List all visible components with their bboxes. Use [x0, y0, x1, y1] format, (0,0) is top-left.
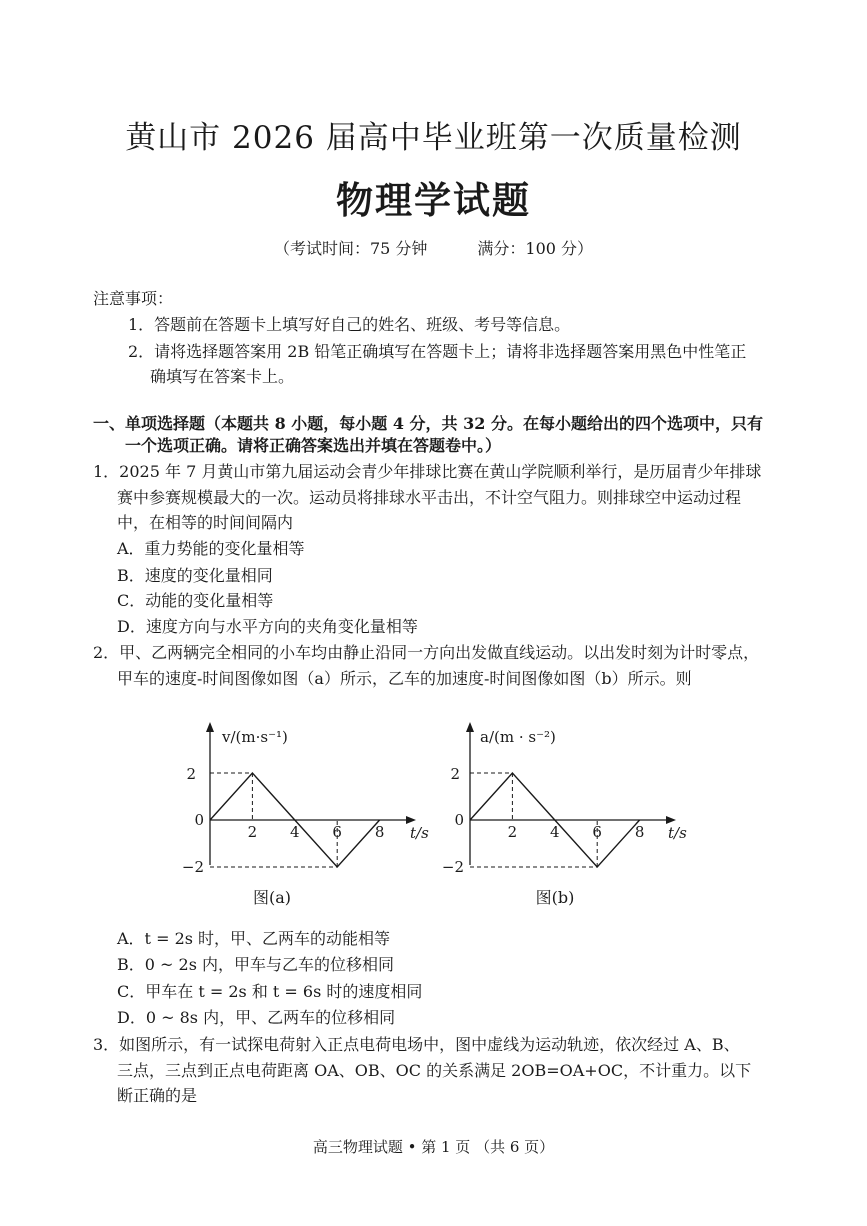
- q2-option-a: A．t = 2s 时，甲、乙两车的动能相等: [117, 929, 391, 948]
- y-tick-label: 2: [186, 765, 196, 783]
- q2-option-c: C．甲车在 t = 2s 和 t = 6s 时的速度相同: [117, 982, 423, 1001]
- y-tick-label: 0: [454, 811, 464, 829]
- x-tick-label: 2: [507, 823, 518, 841]
- exam-title: 黄山市 2026 届高中毕业班第一次质量检测: [125, 120, 742, 156]
- q2-option-d: D．0 ~ 8s 内，甲、乙两车的位移相同: [117, 1008, 396, 1027]
- x-tick-label: 4: [290, 823, 300, 841]
- x-axis-label: t/s: [668, 824, 687, 842]
- y-axis-label: v/(m·s⁻¹): [222, 728, 288, 746]
- q3-stem-line-3: 断正确的是: [117, 1086, 198, 1105]
- x-tick-label: 6: [332, 823, 342, 841]
- x-axis-arrow: [406, 816, 416, 824]
- exam-time: （考试时间：75 分钟: [273, 239, 428, 258]
- notice-heading: 注意事项：: [93, 289, 174, 308]
- q1-option-b: B．速度的变化量相同: [117, 566, 273, 585]
- q1-stem-line-3: 中，在相等的时间间隔内: [117, 513, 294, 532]
- q2-option-b: B．0 ~ 2s 内，甲车与乙车的位移相同: [117, 955, 394, 974]
- q1-stem-line-1: 1．2025 年 7 月黄山市第九届运动会青少年排球比赛在黄山学院顺利举行，是历届青少年排球: [93, 462, 762, 481]
- x-tick-label: 8: [374, 823, 385, 841]
- y-axis-label: a/(m · s⁻²): [480, 728, 556, 746]
- q2-stem-line-1: 2．甲、乙两辆完全相同的小车均由静止沿同一方向出发做直线运动。以出发时刻为计时零点，: [93, 643, 760, 662]
- x-tick-label: 2: [247, 823, 258, 841]
- q1-option-a: A．重力势能的变化量相等: [117, 539, 305, 558]
- y-axis-arrow: [206, 722, 214, 732]
- x-axis-label: t/s: [410, 824, 429, 842]
- figure-a-svg: [180, 720, 440, 920]
- figure-a: [180, 720, 440, 924]
- y-axis-arrow: [466, 722, 474, 732]
- q1-option-c: C．动能的变化量相等: [117, 591, 274, 610]
- x-tick-label: 6: [592, 823, 602, 841]
- section-heading-line-1: 一、单项选择题（本题共 8 小题，每小题 4 分，共 32 分。在每小题给出的四个选项中，只有: [93, 414, 763, 433]
- figure-a-caption: 图(a): [252, 888, 292, 907]
- full-score: 满分：100 分）: [477, 239, 594, 258]
- q1-stem-line-2: 赛中参赛规模最大的一次。运动员将排球水平击出，不计空气阻力。则排球空中运动过程: [117, 488, 742, 507]
- x-axis-arrow: [666, 816, 676, 824]
- section-heading-line-2: 一个选项正确。请将正确答案选出并填在答题卷中。）: [125, 436, 502, 455]
- figure-b: [440, 720, 700, 924]
- notice-item-1: 1．答题前在答题卡上填写好自己的姓名、班级、考号等信息。: [128, 315, 571, 334]
- q3-stem-line-2: 三点，三点到正点电荷距离 OA、OB、OC 的关系满足 2OB=OA+OC，不计重力。以下: [117, 1061, 752, 1080]
- y-tick-label: −2: [441, 858, 464, 876]
- figure-b-caption: 图(b): [535, 888, 575, 907]
- q3-stem-line-1: 3．如图所示，有一试探电荷射入正点电荷电场中，图中虚线为运动轨迹，依次经过 A、B、: [93, 1035, 740, 1054]
- q1-option-d: D．速度方向与水平方向的夹角变化量相等: [117, 617, 418, 636]
- x-tick-label: 4: [550, 823, 560, 841]
- y-tick-label: 2: [450, 765, 460, 783]
- q2-stem-line-2: 甲车的速度-时间图像如图（a）所示，乙车的加速度-时间图像如图（b）所示。则: [117, 669, 692, 688]
- y-tick-label: −2: [181, 858, 204, 876]
- subject-title: 物理学试题: [336, 178, 531, 222]
- page-footer: 高三物理试题 • 第 1 页 （共 6 页）: [312, 1138, 555, 1156]
- exam-meta: [0, 236, 867, 259]
- figure-b-svg: [440, 720, 700, 920]
- x-tick-label: 8: [634, 823, 645, 841]
- notice-item-2-line-2: 确填写在答案卡上。: [150, 367, 295, 386]
- notice-item-2-line-1: 2．请将选择题答案用 2B 铅笔正确填写在答题卡上；请将非选择题答案用黑色中性笔正: [128, 342, 747, 361]
- y-tick-label: 0: [194, 811, 204, 829]
